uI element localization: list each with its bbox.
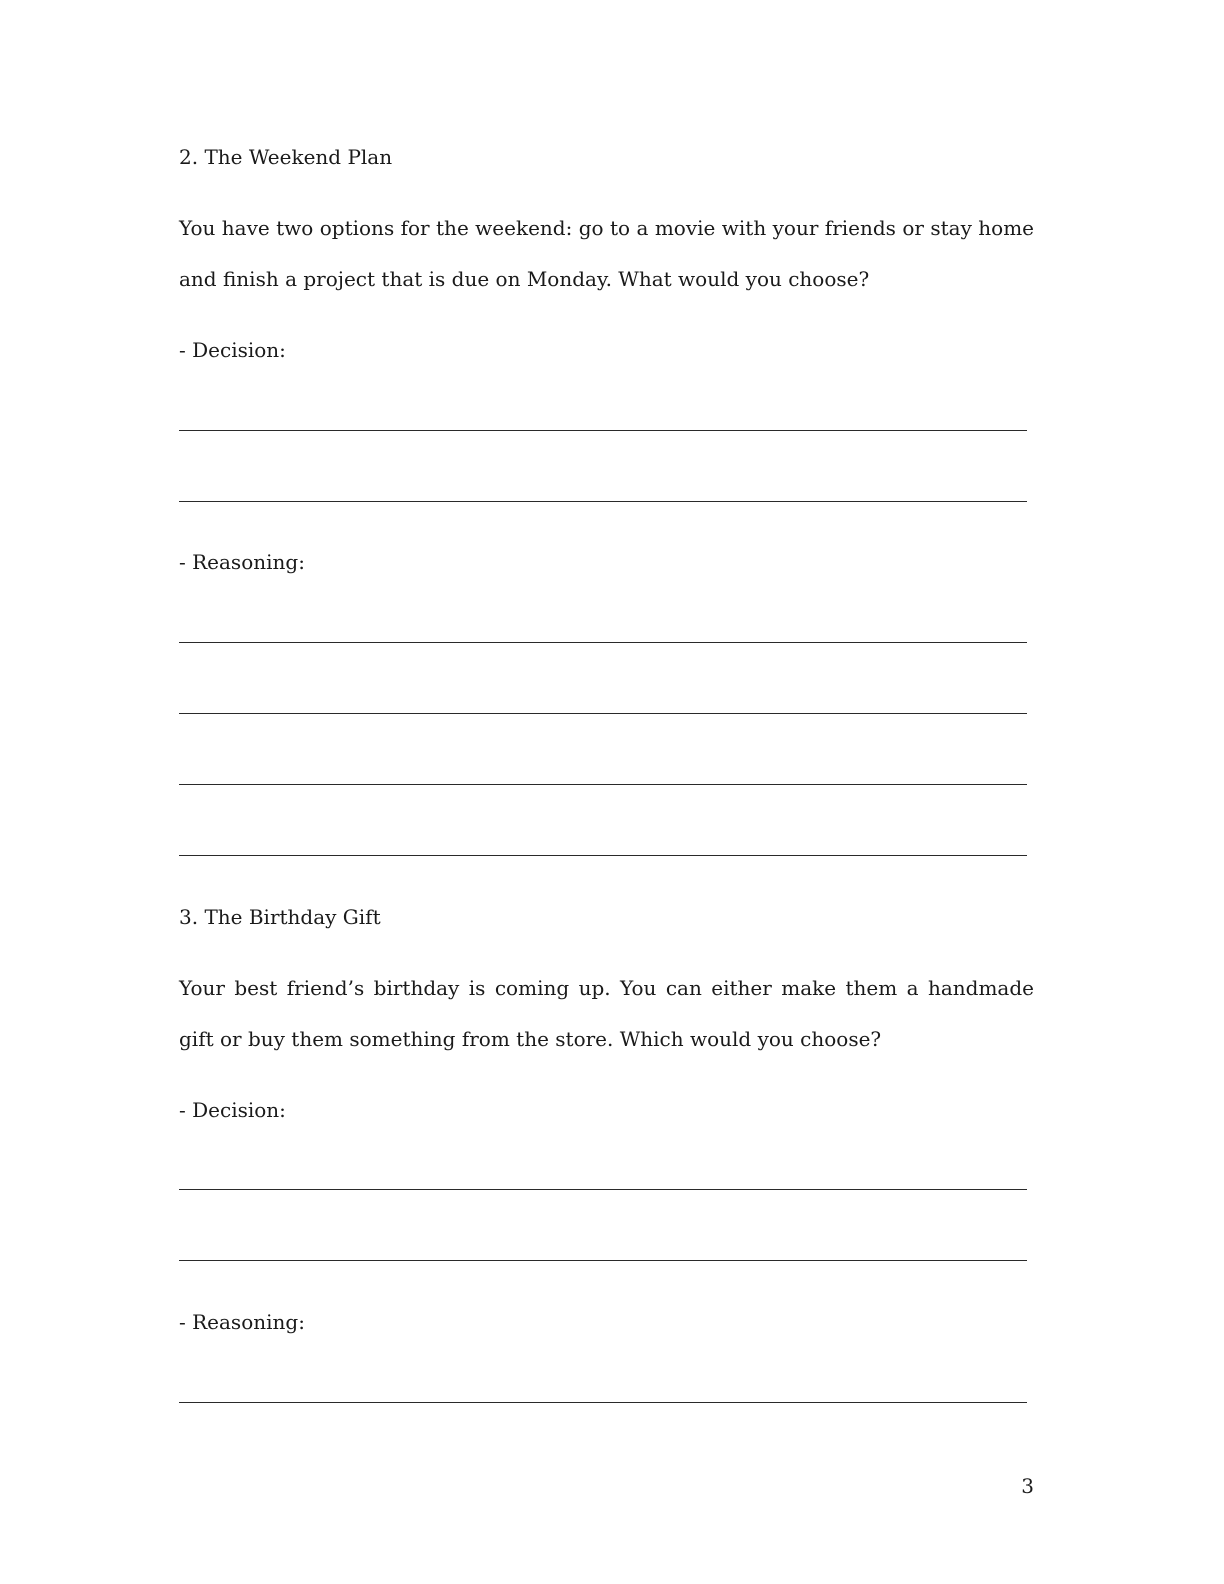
section-heading: 2. The Weekend Plan	[179, 145, 393, 169]
decision-label: - Decision:	[179, 1098, 286, 1122]
answer-line[interactable]	[179, 430, 1027, 431]
section-prompt: Your best friend’s birthday is coming up. You can either make them a handmade gift or buy them something from the store. Which would you choose?	[179, 976, 1034, 1051]
answer-line[interactable]	[179, 1189, 1027, 1190]
reasoning-label: - Reasoning:	[179, 1310, 305, 1334]
page-number: 3	[1021, 1474, 1034, 1498]
decision-label: - Decision:	[179, 338, 286, 362]
section-prompt: You have two options for the weekend: go to a movie with your friends or stay home and finish a project that is due on Monday. What would you choose?	[179, 216, 1034, 291]
answer-line[interactable]	[179, 784, 1027, 785]
answer-line[interactable]	[179, 1402, 1027, 1403]
answer-line[interactable]	[179, 642, 1027, 643]
reasoning-label: - Reasoning:	[179, 550, 305, 574]
answer-line[interactable]	[179, 855, 1027, 856]
answer-line[interactable]	[179, 501, 1027, 502]
answer-line[interactable]	[179, 1260, 1027, 1261]
answer-line[interactable]	[179, 713, 1027, 714]
section-heading: 3. The Birthday Gift	[179, 905, 381, 929]
